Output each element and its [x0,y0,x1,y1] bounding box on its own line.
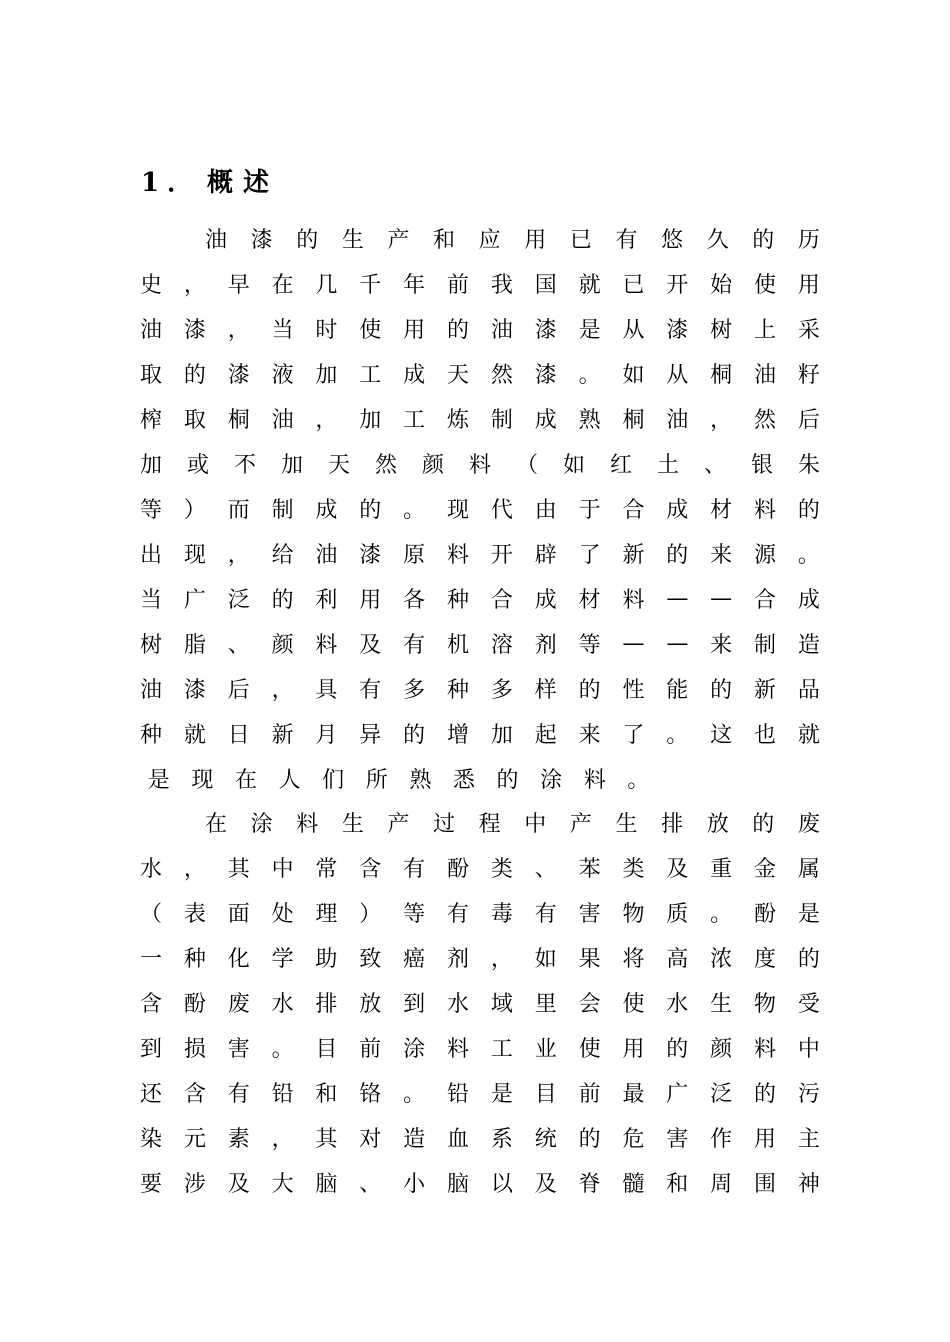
text-line: 是 现 在 人 们 所 熟 悉 的 涂 料 。 [147,768,650,793]
section-number: 1． [141,167,202,198]
text-line: 在 涂 料 生 产 过 程 中 产 生 排 放 的 废 [204,812,820,837]
text-line: 油 漆 后 ， 具 有 多 种 多 样 的 性 能 的 新 品 [139,678,820,703]
text-line: 水 ， 其 中 常 含 有 酚 类 、 苯 类 及 重 金 属 [139,857,820,882]
text-line: 加 或 不 加 天 然 颜 料 （ 如 红 土 、 银 朱 [139,453,820,478]
text-line: 取 的 漆 液 加 工 成 天 然 漆 。 如 从 桐 油 籽 [139,363,820,388]
paragraph-1 [137,216,823,801]
text-line: 还 含 有 铅 和 铬 。 铅 是 目 前 最 广 泛 的 污 [139,1082,820,1107]
text-line: （ 表 面 处 理 ） 等 有 毒 有 害 物 质 。 酚 是 [139,902,820,927]
paragraph-2 [137,800,823,1205]
text-line: 染 元 素 ， 其 对 造 血 系 统 的 危 害 作 用 主 [139,1127,820,1152]
text-line: 史 ， 早 在 几 千 年 前 我 国 就 已 开 始 使 用 [139,273,820,298]
text-line: 出 现 ， 给 油 漆 原 料 开 辟 了 新 的 来 源 。 [139,543,820,568]
text-line: 要 涉 及 大 脑 、 小 脑 以 及 脊 髓 和 周 围 神 [139,1172,820,1197]
text-line: 到 损 害 。 目 前 涂 料 工 业 使 用 的 颜 料 中 [139,1037,820,1062]
text-line: 含 酚 废 水 排 放 到 水 域 里 会 使 水 生 物 受 [139,992,820,1017]
section-title: 概述 [207,167,280,198]
text-line: 榨 取 桐 油 ， 加 工 炼 制 成 熟 桐 油 ， 然 后 [139,408,820,433]
text-line: 等 ） 而 制 成 的 。 现 代 由 于 合 成 材 料 的 [139,498,820,523]
text-line: 树 脂 、 颜 料 及 有 机 溶 剂 等 — — 来 制 造 [139,631,820,658]
text-line: 一 种 化 学 助 致 癌 剂 ， 如 果 将 高 浓 度 的 [139,947,820,972]
text-line: 种 就 日 新 月 异 的 增 加 起 来 了 。 这 也 就 [139,723,820,748]
text-line: 当 广 泛 的 利 用 各 种 合 成 材 料 — — 合 成 [139,586,820,613]
text-line: 油 漆 的 生 产 和 应 用 已 有 悠 久 的 历 [204,228,820,253]
text-line: 油 漆 ， 当 时 使 用 的 油 漆 是 从 漆 树 上 采 [139,318,820,343]
section-heading [141,160,341,200]
